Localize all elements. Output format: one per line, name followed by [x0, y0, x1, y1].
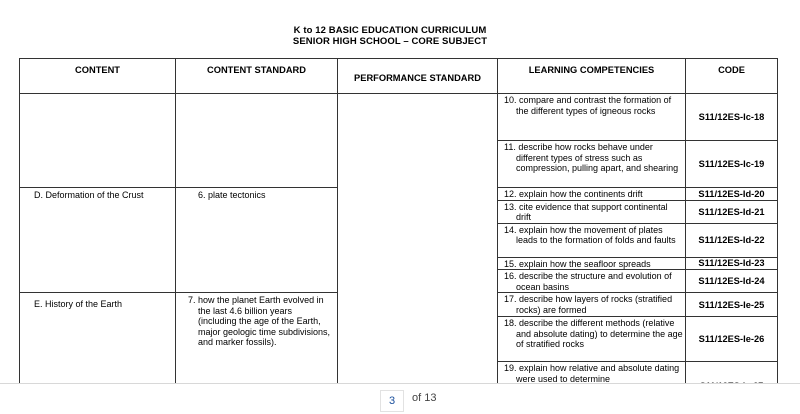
code-cell: S11/12ES-Id-21 — [686, 200, 778, 223]
curriculum-table — [19, 58, 778, 392]
code-cell: S11/12ES-Ic-18 — [686, 94, 778, 141]
content-cell: E. History of the Earth — [20, 293, 176, 392]
code-cell: S11/12ES-Id-22 — [686, 223, 778, 257]
code-cell: S11/12ES-Id-24 — [686, 270, 778, 293]
code-cell: S11/12ES-Id-20 — [686, 188, 778, 201]
code-cell: S11/12ES-Ie-25 — [686, 293, 778, 317]
competency-cell: 12. explain how the continents drift — [498, 188, 686, 201]
curriculum-title: K to 12 BASIC EDUCATION CURRICULUM — [293, 25, 487, 36]
content-standard-cell: 7. how the planet Earth evolved in the last 4.6 billion years (including the age of the Earth, major geologic time subdivisions, and marker fossils). — [176, 293, 338, 392]
code-cell: S11/12ES-Ie-26 — [686, 317, 778, 362]
header-performance-standard: PERFORMANCE STANDARD — [338, 59, 498, 94]
competency-cell: 19. explain how relative and absolute dating were used to determine — [498, 362, 686, 392]
competency-cell: 10. compare and contrast the formation of the different types of igneous rocks — [498, 94, 686, 141]
header-code: CODE — [686, 59, 778, 94]
page-number-input[interactable]: 3 — [380, 390, 404, 412]
competency-cell: 17. describe how layers of rocks (stratified rocks) are formed — [498, 293, 686, 317]
competency-cell: 13. cite evidence that support continental drift — [498, 200, 686, 223]
content-standard-cell — [176, 94, 338, 188]
competency-cell: 18. describe the different methods (relative and absolute dating) to determine the age of stratified rocks — [498, 317, 686, 362]
content-cell — [20, 94, 176, 188]
competency-cell: 11. describe how rocks behave under different types of stress such as compression, pulling apart, and shearing — [498, 141, 686, 188]
curriculum-subtitle: SENIOR HIGH SCHOOL – CORE SUBJECT — [292, 36, 488, 47]
competency-cell: 15. explain how the seafloor spreads — [498, 257, 686, 270]
page-navigator — [0, 384, 800, 414]
table-header-row — [20, 59, 778, 94]
competency-cell: 16. describe the structure and evolution of ocean basins — [498, 270, 686, 293]
page-total-label: of 13 — [412, 392, 437, 404]
header-learning-competencies: LEARNING COMPETENCIES — [498, 59, 686, 94]
performance-standard-cell — [338, 94, 498, 392]
table-row — [20, 94, 778, 141]
competency-cell: 14. explain how the movement of plates leads to the formation of folds and faults — [498, 223, 686, 257]
code-cell: S11/12ES-Ic-19 — [686, 141, 778, 188]
content-standard-cell: 6. plate tectonics — [176, 188, 338, 293]
code-cell: S11/12ES-Id-23 — [686, 257, 778, 270]
content-cell: D. Deformation of the Crust — [20, 188, 176, 293]
header-content: CONTENT — [20, 59, 176, 94]
header-content-standard: CONTENT STANDARD — [176, 59, 338, 94]
